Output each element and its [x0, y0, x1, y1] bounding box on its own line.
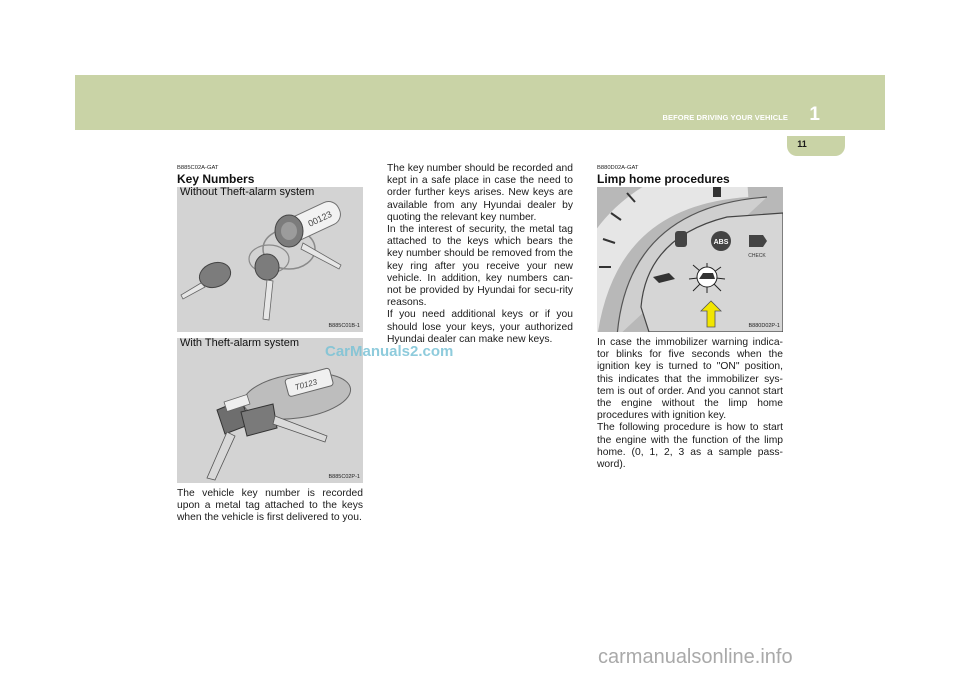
section-code-key-numbers: B885C02A-GAT	[177, 165, 219, 171]
instrument-cluster-illustration	[597, 187, 783, 332]
chapter-title: BEFORE DRIVING YOUR VEHICLE	[662, 113, 788, 122]
paragraph-additional-keys: If you need additional keys or if you should lose your keys, your authorized Hyundai dealer can make new keys.	[387, 309, 573, 345]
key-tag-number-2: T0123	[293, 377, 319, 393]
paragraph-immobilizer-blinks: In case the immobilizer warning indica-tor blinks for five seconds when the ignition key is turned to "ON" position, this indicates that the immobilizer sys-tem is out of order. And you cannot start the engine without the limp home procedures with ignition key.	[597, 337, 783, 422]
figure2-caption: With Theft-alarm system	[180, 338, 299, 349]
watermark-carmanuals2: CarManuals2.com	[325, 343, 454, 360]
abs-label: ABS	[713, 239, 729, 246]
heading-key-numbers: Key Numbers	[177, 172, 255, 186]
figure2-code: B885C02P-1	[328, 474, 360, 480]
column2-text	[387, 163, 573, 346]
figure1-caption: Without Theft-alarm system	[180, 187, 315, 198]
check-label: CHECK	[748, 253, 766, 259]
figure-immobilizer-indicator	[597, 187, 783, 332]
watermark-carmanualsonline: carmanualsonline.info	[598, 646, 793, 668]
paragraph-record-key: The key number should be recorded and kept in a safe place in case the need to order further keys arises. New keys are available from any Hyundai dealer by quoting the relevant key number.	[387, 163, 573, 223]
page-number: 11	[797, 139, 807, 149]
figure-keys-without-alarm	[177, 187, 363, 332]
section-code-limp-home: B880D02A-GAT	[597, 165, 639, 171]
keys-without-alarm-illustration	[177, 187, 363, 332]
paragraph-procedure: The following procedure is how to start the engine with the function of the limp home. (0, 1, 2, 3 as a sample pass-word).	[597, 422, 783, 471]
column3-text	[597, 337, 783, 471]
paragraph-security: In the interest of security, the metal tag attached to the keys which bears the key number should be removed from the key ring after you receive your new vehicle. In addition, key numbers can-not be provided by Hyundai for secu-rity reasons.	[387, 224, 573, 309]
chapter-number: 1	[809, 104, 820, 125]
figure1-code: B885C01B-1	[328, 323, 360, 329]
key-tag-number: 00123	[306, 208, 334, 229]
paragraph-key-number-recorded: The vehicle key number is recorded upon a metal tag attached to the keys when the vehicle is first delivered to you.	[177, 488, 363, 524]
figure3-code: B880D02P-1	[748, 323, 780, 329]
heading-limp-home: Limp home procedures	[597, 172, 730, 186]
